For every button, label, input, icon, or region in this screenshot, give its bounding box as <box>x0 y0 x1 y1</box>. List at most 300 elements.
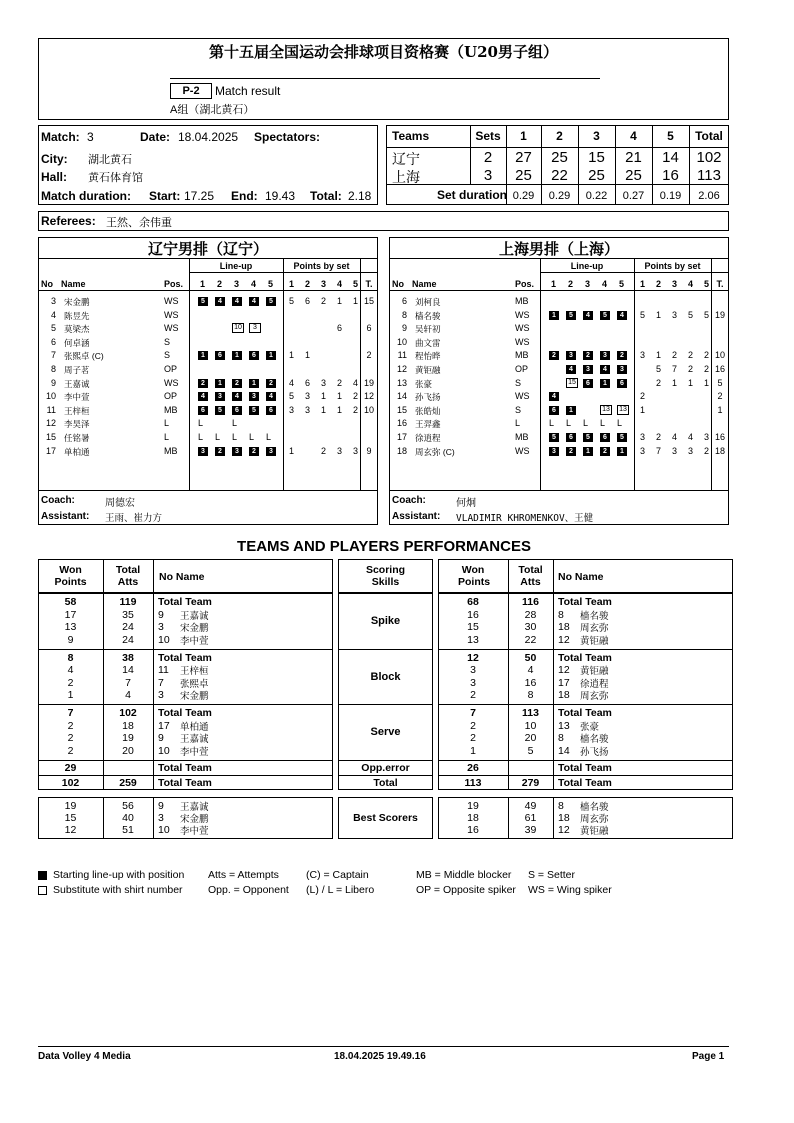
team-b-set-points: 1 <box>703 377 709 388</box>
team-a-lineup-libero: L <box>198 418 204 429</box>
a-player-name: 李中萱 <box>180 746 209 758</box>
team-b-lineup-set-header: 3 <box>584 279 590 289</box>
team-b-lineup-start: 4 <box>566 365 576 374</box>
team-b-player-name: 曲文雷 <box>415 337 441 348</box>
b-total-atts: 10 <box>524 719 537 732</box>
b-won-points: 2 <box>470 689 476 701</box>
b-won-points: 2 <box>470 732 476 744</box>
team-b-lineup-sub: 15 <box>566 378 578 388</box>
team-b-lineup-start: 3 <box>617 365 627 374</box>
hall-label: Hall: <box>41 170 68 184</box>
opp-error-label: Opp.error <box>361 761 410 774</box>
b-total-won: 113 <box>464 776 482 789</box>
team-a-set-points: 1 <box>288 445 294 456</box>
set-score: 14 <box>662 149 679 166</box>
team-a-set-points: 3 <box>336 445 342 456</box>
team-a-lineup-sub: 10 <box>232 323 244 333</box>
team-a-points-set-header: 4 <box>336 279 342 289</box>
date-value: 18.04.2025 <box>178 130 239 144</box>
team-b-points-set-header: 3 <box>671 279 677 289</box>
team-b-hline <box>389 290 729 291</box>
team-b-set-points: 3 <box>703 432 709 442</box>
team-a-lineup-set-header: 3 <box>233 279 239 289</box>
team-b-lineup-start: 4 <box>617 311 627 320</box>
team-b-lineup-start: 6 <box>549 406 559 415</box>
team-b-lineup-start: 6 <box>600 433 610 442</box>
team-b-player-total: 5 <box>717 377 723 388</box>
b-best-name: 樯名骏 <box>580 802 609 813</box>
a-best-no: 9 <box>158 800 164 812</box>
b-total-atts: 22 <box>524 633 537 646</box>
b-player-name: 樯名骏 <box>580 610 609 622</box>
team-a-set-points: 2 <box>320 445 326 456</box>
set-score: 22 <box>551 167 568 184</box>
team-b-lineup-set-header: 5 <box>618 279 624 289</box>
team-b-set-points: 3 <box>671 445 677 456</box>
a-won-points: 2 <box>67 719 74 732</box>
a-total-team: Total Team <box>158 651 212 664</box>
b-player-no: 12 <box>558 664 570 676</box>
team-a-lineup-start: 2 <box>198 379 208 388</box>
a-player-no: 7 <box>158 676 164 689</box>
team-a-player-total: 19 <box>363 377 374 388</box>
team-b-points-set-header: 4 <box>687 279 693 289</box>
b-best-won: 19 <box>467 800 479 812</box>
team-b-set-points: 3 <box>687 445 693 456</box>
team-a-player-no: 3 <box>50 296 56 306</box>
team-a-points-set-header: 3 <box>320 279 326 289</box>
team-a-lineup-start: 6 <box>215 351 225 360</box>
b-player-name: 张豪 <box>580 721 600 733</box>
team-b-lineup-start: 5 <box>583 433 593 442</box>
team-b-player-no: 10 <box>396 336 407 347</box>
team-a-set-points: 6 <box>304 296 310 306</box>
team-a-lineup-start: 6 <box>249 351 259 360</box>
team-a-hline <box>189 272 378 273</box>
team-a-set-points: 1 <box>288 350 294 361</box>
a-won-points: 8 <box>67 651 74 664</box>
team-a-points-set-header: 5 <box>352 279 358 289</box>
team-a-lineup-start: 6 <box>266 406 276 415</box>
perf-col <box>103 559 104 593</box>
team-b-lineup-header: Line-up <box>570 261 604 271</box>
a-won-points: 4 <box>67 664 74 676</box>
teams-header: Teams <box>392 129 430 143</box>
a-total-atts: 119 <box>119 596 137 608</box>
legend-text: MB = Middle blocker <box>416 869 512 881</box>
team-a-player-name: 王梓桓 <box>64 405 90 416</box>
b-player-no: 8 <box>558 608 564 621</box>
team-b-player-no: 12 <box>396 364 407 374</box>
team-a-player-pos: OP <box>164 364 178 374</box>
a-best-won: 15 <box>64 812 77 824</box>
team-a-lineup-start: 1 <box>198 351 208 360</box>
team-a-lineup-start: 2 <box>215 447 225 456</box>
a-best-atts: 56 <box>122 800 134 812</box>
no-name-header: No Name <box>558 571 604 583</box>
team-a-player-no: 11 <box>46 404 56 415</box>
team-b-player-no: 16 <box>396 418 407 429</box>
team-a-lineup-start: 1 <box>249 379 259 388</box>
team-b-points-header: Points by set <box>644 261 701 271</box>
perf-row-rule <box>438 760 733 761</box>
b-player-no: 12 <box>558 633 570 646</box>
team-b-title-rule <box>389 258 729 259</box>
team-a-player-name: 王嘉诚 <box>64 378 90 389</box>
team-a-player-no: 7 <box>50 350 56 361</box>
perf-row-rule <box>338 775 433 776</box>
b-won-points: 3 <box>470 676 476 689</box>
team-a-player-no: 8 <box>50 364 56 374</box>
team-b-set-points: 3 <box>639 350 645 361</box>
team-a-lineup-set-header: 1 <box>199 279 205 289</box>
team-a-set-points: 6 <box>336 323 342 334</box>
perf-row-rule <box>38 775 333 776</box>
team-a-player-total: 15 <box>363 296 374 306</box>
a-won-points: 13 <box>64 621 77 633</box>
team-b-set-points: 2 <box>671 350 677 361</box>
team-b-lineup-start: 1 <box>566 406 576 415</box>
legend-text: Starting line-up with position <box>53 869 185 881</box>
team-b-no-header: No <box>392 279 404 289</box>
a-total-atts: 19 <box>122 732 134 744</box>
set-score: 25 <box>625 167 642 184</box>
a-player-no: 17 <box>158 719 170 732</box>
team-b-player-no: 17 <box>396 432 407 442</box>
set-header: 3 <box>593 129 600 143</box>
b-best-atts: 39 <box>524 824 537 836</box>
team-a-player-name: 李中萱 <box>64 392 90 403</box>
team-a-lineup-start: 5 <box>266 297 276 306</box>
set-score: 25 <box>588 167 605 184</box>
legend-text: (L) / L = Libero <box>306 884 375 896</box>
team-b-player-total: 10 <box>714 350 725 361</box>
set-header: 4 <box>630 129 637 143</box>
team-a-set-points: 1 <box>336 391 342 402</box>
perf-row-rule <box>438 649 733 650</box>
team-a-set-points: 1 <box>336 404 342 415</box>
a-player-no: 10 <box>158 744 170 757</box>
a-player-no: 9 <box>158 732 164 744</box>
set-score: 27 <box>515 149 532 166</box>
team-a-lineup-start: 3 <box>232 447 242 456</box>
team-b-set-points: 2 <box>703 364 709 374</box>
team-a-player-no: 15 <box>45 432 56 442</box>
b-total-atts: 279 <box>521 776 540 789</box>
b-total-atts: 8 <box>527 689 534 701</box>
set-header: 1 <box>520 129 527 143</box>
team-a-no-header: No <box>41 279 53 289</box>
b-total-atts: 4 <box>527 664 534 676</box>
team-a-player-total: 2 <box>366 350 372 361</box>
team-b-player-pos: MB <box>515 296 529 306</box>
team-a-set-points: 2 <box>352 391 358 402</box>
team-a-lineup-start: 5 <box>198 297 208 306</box>
best-scorers-label: Best Scorers <box>353 812 418 824</box>
b-opp-error-won: 26 <box>467 761 479 774</box>
total-atts-header: Total Atts <box>518 564 543 588</box>
won-points-header: Won Points <box>54 564 87 588</box>
team-a-player-name: 任铭暑 <box>64 433 90 443</box>
set-duration: 0.19 <box>659 190 682 202</box>
team-b-player-no: 14 <box>396 391 407 402</box>
legend-text: Atts = Attempts <box>208 869 279 881</box>
b-total-name: Total Team <box>558 776 612 789</box>
team-a-player-name: 陈昱先 <box>64 310 90 321</box>
team-a-title: 辽宁男排（辽宁） <box>147 240 268 258</box>
perf-row-rule <box>38 760 333 761</box>
team-a-player-pos: WS <box>164 309 179 320</box>
team-a-player-no: 5 <box>50 323 56 334</box>
set-duration: 0.22 <box>585 190 608 202</box>
sets-won: 2 <box>483 149 493 166</box>
performance-title: TEAMS AND PLAYERS PERFORMANCES <box>237 538 531 555</box>
team-a-lineup-start: 3 <box>215 392 225 401</box>
set-header: 2 <box>556 129 563 143</box>
team-a-player-pos: MB <box>164 445 178 456</box>
team-b-player-no: 13 <box>396 377 407 388</box>
team-a-player-name: 周子茗 <box>64 365 90 375</box>
team-b-set-points: 2 <box>703 445 709 456</box>
team-b-player-pos: WS <box>515 336 530 347</box>
match-number: 3 <box>87 130 94 144</box>
team-a-player-total: 12 <box>363 391 374 402</box>
b-best-won: 16 <box>467 824 479 836</box>
team-a-hline <box>38 290 378 291</box>
set-score: 25 <box>551 149 568 166</box>
a-player-no: 3 <box>158 689 164 701</box>
team-b-set-points: 4 <box>671 432 677 442</box>
b-won-points: 2 <box>470 719 476 732</box>
b-best-name: 黄钜融 <box>580 826 609 837</box>
team-a-player-total: 10 <box>363 404 374 415</box>
b-total-atts: 20 <box>524 732 537 744</box>
team-b-player-name: 张豪 <box>415 378 433 389</box>
team-b-set-points: 3 <box>671 309 677 320</box>
a-won-points: 1 <box>67 689 74 701</box>
team-a-player-total: 9 <box>366 445 372 456</box>
footer-center: 18.04.2025 19.49.16 <box>334 1051 426 1062</box>
team-name: 上海 <box>392 169 420 185</box>
perf-row-rule <box>38 704 333 705</box>
skill-name: Block <box>370 670 401 683</box>
total-header: Total <box>695 129 723 143</box>
team-b-player-name: 刘柯良 <box>415 297 441 307</box>
code-badge: P-2 <box>170 83 212 99</box>
perf-row-rule <box>38 649 333 650</box>
b-player-name: 黄钜融 <box>580 666 609 677</box>
team-b-player-pos: WS <box>515 391 530 402</box>
sets-won: 3 <box>483 167 493 184</box>
a-player-name: 单柏通 <box>180 721 209 733</box>
team-a-lineup-header: Line-up <box>219 261 253 271</box>
team-b-set-points: 2 <box>655 432 661 442</box>
team-b-player-total: 2 <box>717 391 723 402</box>
team-b-player-pos: WS <box>515 309 530 320</box>
team-a-set-points: 4 <box>352 377 358 388</box>
team-b-vline <box>634 258 635 490</box>
a-won-points: 2 <box>67 744 74 757</box>
team-b-coach: 何炯 <box>456 498 476 509</box>
team-a-set-points: 3 <box>352 445 358 456</box>
team-b-player-no: 11 <box>397 350 407 361</box>
team-b-set-points: 7 <box>671 364 677 374</box>
a-total-atts: 24 <box>122 621 134 633</box>
a-player-name: 宋金鹏 <box>180 623 209 634</box>
a-player-name: 王嘉诚 <box>180 610 209 622</box>
team-a-lineup-start: 1 <box>215 379 225 388</box>
legend-text: S = Setter <box>528 869 575 881</box>
team-b-lineup-set-header: 2 <box>567 279 573 289</box>
a-total-atts: 20 <box>122 744 134 757</box>
team-a-lineup-start: 4 <box>249 297 259 306</box>
team-a-vline <box>189 258 190 490</box>
a-best-atts: 51 <box>122 824 134 836</box>
team-a-t-header: T. <box>365 279 373 289</box>
a-best-no: 10 <box>158 824 170 836</box>
footer-rule <box>38 1046 729 1047</box>
a-total-atts: 14 <box>122 664 134 676</box>
team-a-lineup-start: 1 <box>232 351 242 360</box>
b-best-atts: 61 <box>524 812 537 824</box>
team-a-set-points: 3 <box>288 404 294 415</box>
b-won-points: 15 <box>467 621 479 633</box>
set-duration-label: Set duration <box>436 188 507 202</box>
a-player-no: 9 <box>158 608 164 621</box>
team-b-pos-header: Pos. <box>515 279 535 289</box>
b-player-name: 樯名骏 <box>580 734 609 745</box>
team-b-lineup-libero: L <box>583 418 589 429</box>
team-b-set-points: 3 <box>639 432 645 442</box>
team-b-player-no: 9 <box>401 323 407 334</box>
team-b-set-points: 5 <box>655 364 661 374</box>
b-total-team: Total Team <box>558 596 612 608</box>
a-total-won: 102 <box>61 776 80 789</box>
team-b-lineup-start: 3 <box>600 351 610 360</box>
team-b-lineup-start: 2 <box>583 351 593 360</box>
team-a-player-pos: MB <box>164 404 178 415</box>
team-b-coach-label: Coach: <box>392 495 426 506</box>
total-atts-header: Total Atts <box>115 564 141 588</box>
team-b-player-total: 16 <box>714 364 725 374</box>
team-a-lineup-libero: L <box>266 432 272 442</box>
legend-text: WS = Wing spiker <box>528 884 612 896</box>
team-a-player-pos: WS <box>164 377 179 388</box>
team-b-lineup-set-header: 4 <box>601 279 607 289</box>
team-b-set-points: 1 <box>655 309 661 320</box>
team-b-player-pos: S <box>515 404 522 415</box>
team-b-lineup-start: 5 <box>566 311 576 320</box>
team-b-set-points: 2 <box>655 377 661 388</box>
team-b-hline <box>389 490 729 491</box>
date-label: Date: <box>140 130 171 144</box>
a-total-atts: 35 <box>122 608 134 621</box>
group-label: A组（湖北黄石） <box>170 104 255 116</box>
team-b-lineup-libero: L <box>600 418 606 429</box>
duration-label: Match duration: <box>41 189 131 203</box>
team-b-set-points: 2 <box>639 391 645 402</box>
perf-row-rule <box>338 760 433 761</box>
b-won-points: 1 <box>470 744 476 757</box>
b-best-no: 18 <box>558 812 570 824</box>
team-a-player-no: 4 <box>50 309 56 320</box>
perf-row-rule <box>338 704 433 705</box>
team-a-lineup-start: 5 <box>249 406 259 415</box>
team-b-lineup-start: 2 <box>549 351 559 360</box>
a-total-atts: 102 <box>119 707 137 719</box>
team-a-player-no: 6 <box>50 336 56 347</box>
a-total-team: Total Team <box>158 596 212 608</box>
b-won-points: 3 <box>470 664 476 676</box>
team-b-player-total: 18 <box>714 445 725 456</box>
team-a-set-points: 5 <box>288 391 294 402</box>
a-best-name: 王嘉诚 <box>180 802 209 813</box>
team-a-set-points: 3 <box>304 404 310 415</box>
team-b-player-name: 周玄弥 (C) <box>415 446 455 457</box>
team-a-lineup-libero: L <box>232 432 238 442</box>
a-total-name: Total Team <box>158 776 212 789</box>
team-a-name-header: Name <box>61 279 86 289</box>
team-a-player-name: 莫梁杰 <box>64 324 90 335</box>
team-total: 102 <box>696 149 722 166</box>
b-player-no: 18 <box>558 621 570 633</box>
b-player-name: 徐逍程 <box>580 678 609 690</box>
b-total-team: Total Team <box>558 707 612 719</box>
b-won-points: 16 <box>467 608 479 621</box>
team-a-lineup-start: 2 <box>232 379 242 388</box>
a-won-points: 7 <box>67 707 74 719</box>
title-underline <box>170 78 600 79</box>
team-a-player-pos: OP <box>164 391 178 402</box>
b-total-atts: 113 <box>522 707 539 719</box>
team-a-set-points: 1 <box>336 296 342 306</box>
team-b-set-points: 1 <box>671 377 677 388</box>
team-b-set-points: 2 <box>687 350 693 361</box>
match-label: Match: <box>41 130 80 144</box>
team-a-lineup-start: 4 <box>232 297 242 306</box>
team-a-set-points: 2 <box>352 404 358 415</box>
team-b-player-name: 王羿鑫 <box>415 419 441 430</box>
team-a-lineup-libero: L <box>198 432 204 442</box>
city-label: City: <box>41 152 68 166</box>
team-a-lineup-start: 4 <box>266 392 276 401</box>
a-won-points: 2 <box>67 676 74 689</box>
a-total-atts: 4 <box>125 689 131 701</box>
team-b-set-points: 4 <box>687 432 693 442</box>
team-b-lineup-set-header: 1 <box>550 279 556 289</box>
perf-col <box>553 559 554 593</box>
team-b-set-points: 5 <box>703 309 709 320</box>
team-a-player-no: 10 <box>45 391 56 402</box>
team-a-lineup-set-header: 4 <box>250 279 256 289</box>
team-a-set-points: 3 <box>320 377 326 388</box>
team-b-player-pos: WS <box>515 323 530 334</box>
scoring-skills-header: Scoring Skills <box>365 564 406 588</box>
team-b-vline <box>540 258 541 490</box>
team-b-lineup-start: 2 <box>566 447 576 456</box>
a-opp-error-name: Total Team <box>158 761 212 774</box>
team-b-lineup-start: 4 <box>600 365 610 374</box>
page-title: 第十五届全国运动会排球项目资格赛（U20男子组） <box>209 43 558 61</box>
b-best-no: 12 <box>558 824 570 836</box>
legend-text: OP = Opposite spiker <box>416 884 516 896</box>
a-total-team: Total Team <box>158 707 212 719</box>
a-total-atts: 7 <box>125 676 131 689</box>
team-total: 113 <box>697 167 721 184</box>
b-player-no: 18 <box>558 689 570 701</box>
team-b-set-points: 1 <box>687 377 693 388</box>
team-a-lineup-start: 4 <box>232 392 242 401</box>
